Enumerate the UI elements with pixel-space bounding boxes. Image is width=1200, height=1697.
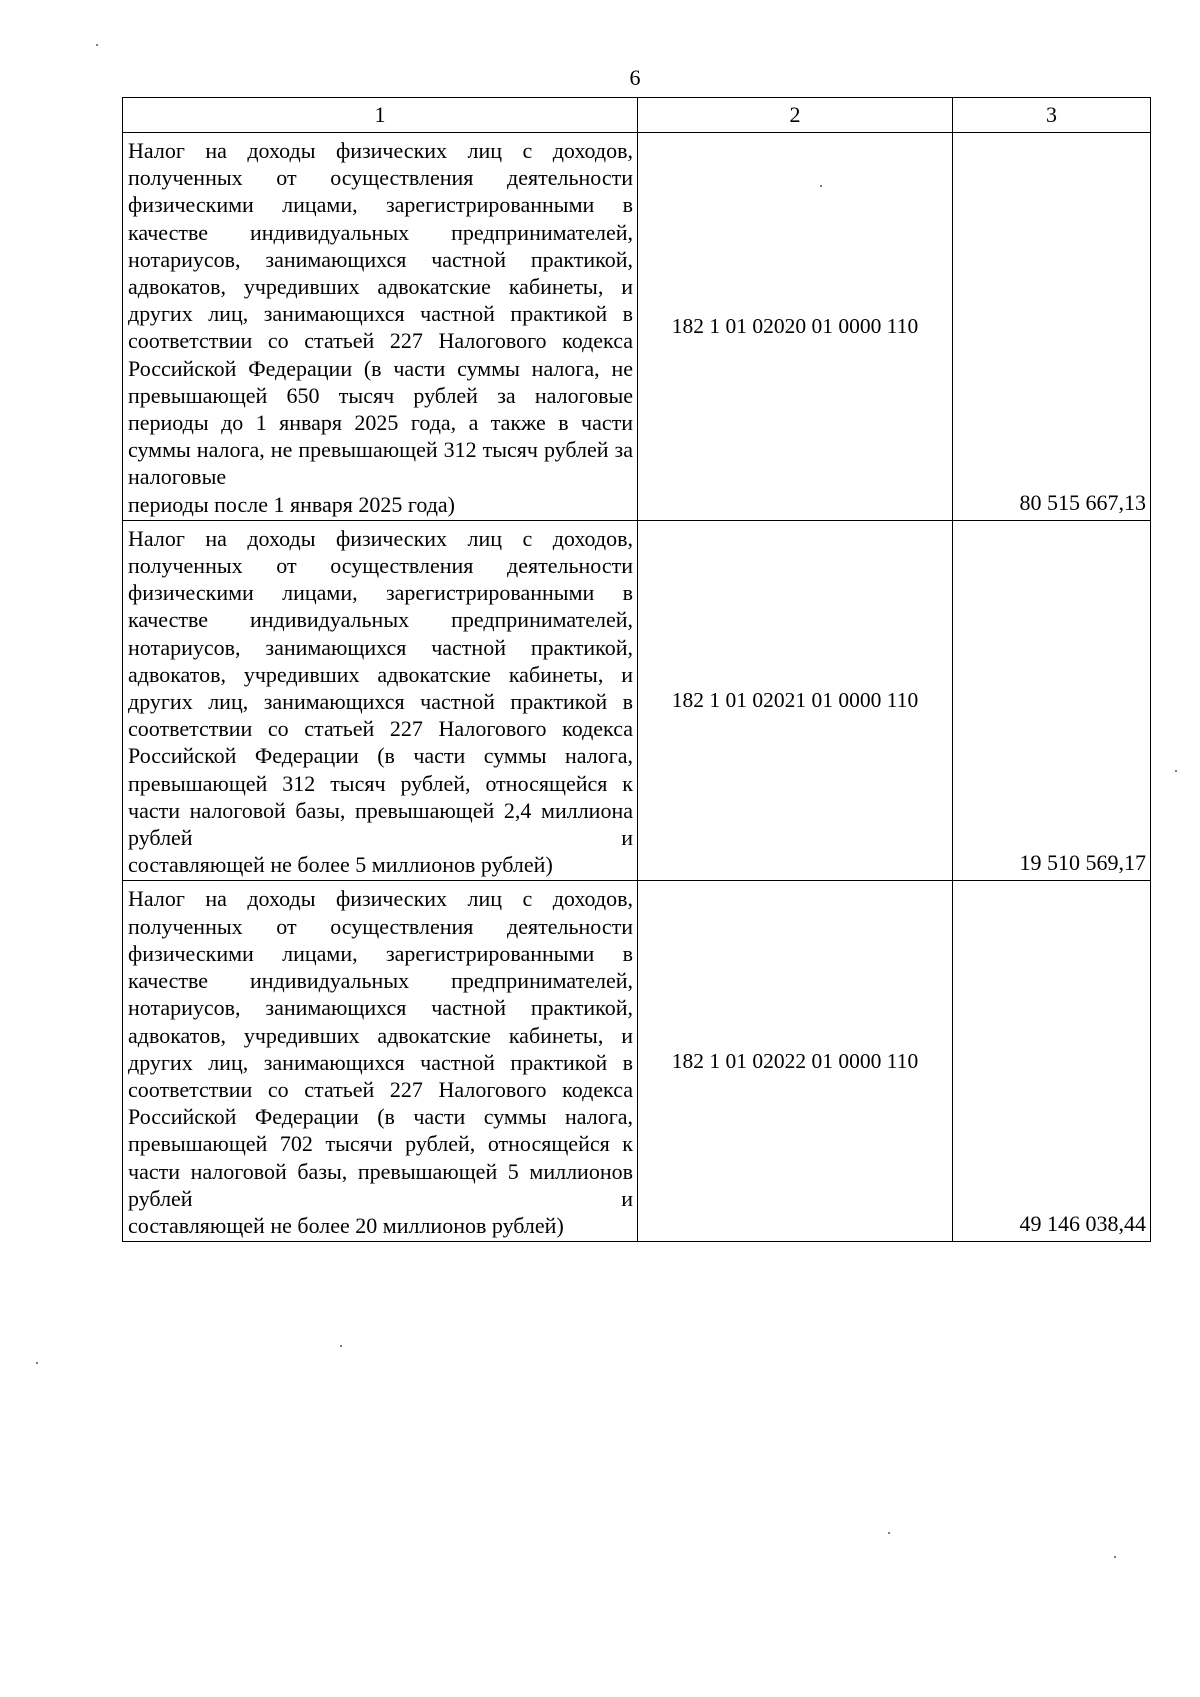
revenue-description-cell [123, 881, 638, 1242]
revenue-amount: 80 515 667,13 [953, 133, 1151, 521]
column-header-3: 3 [953, 98, 1151, 133]
scan-speck [820, 185, 822, 187]
scan-speck [96, 44, 98, 46]
scan-speck [888, 1532, 890, 1534]
revenue-description-cell [123, 520, 638, 881]
column-header-1: 1 [123, 98, 638, 133]
budget-revenue-table [122, 97, 1151, 1242]
scan-speck [36, 1362, 38, 1364]
revenue-amount: 19 510 569,17 [953, 520, 1151, 881]
budget-classification-code: 182 1 01 02020 01 0000 110 [638, 133, 953, 521]
column-header-2: 2 [638, 98, 953, 133]
scan-speck [1175, 770, 1177, 772]
revenue-description-end: составляющей не более 20 миллионов рублей) [128, 1212, 564, 1238]
table-row [123, 520, 1151, 881]
revenue-description-cell [123, 133, 638, 521]
revenue-description-end: периоды после 1 января 2025 года) [128, 491, 455, 517]
revenue-description-end: составляющей не более 5 миллионов рублей) [128, 852, 553, 878]
page-number: 6 [629, 65, 641, 90]
revenue-description: Налог на доходы физических лиц с доходов, полученных от осуществления деятельности физическими лицами, зарегистрированными в качестве индивидуальных предпринимателей, нотариусов, занимающихся частной практикой, адвокатов, учредивших адвокатские кабинеты, и других лиц, занимающихся частной практикой в соответствии со статьей 227 Налогового кодекса Российской Федерации (в части суммы налога, превышающей 312 тысяч рублей, относящейся к части налоговой базы, превышающей 2,4 миллиона рублей и [128, 525, 633, 851]
revenue-amount: 49 146 038,44 [953, 881, 1151, 1242]
table-row [123, 881, 1151, 1242]
budget-classification-code: 182 1 01 02022 01 0000 110 [638, 881, 953, 1242]
scan-speck [340, 1345, 342, 1347]
table-header-row [123, 98, 1151, 133]
revenue-description: Налог на доходы физических лиц с доходов, полученных от осуществления деятельности физическими лицами, зарегистрированными в качестве индивидуальных предпринимателей, нотариусов, занимающихся частной практикой, адвокатов, учредивших адвокатские кабинеты, и других лиц, занимающихся частной практикой в соответствии со статьей 227 Налогового кодекса Российской Федерации (в части суммы налога, превышающей 702 тысячи рублей, относящейся к части налоговой базы, превышающей 5 миллионов рублей и [128, 886, 633, 1211]
table-row [123, 133, 1151, 521]
revenue-description: Налог на доходы физических лиц с доходов, полученных от осуществления деятельности физическими лицами, зарегистрированными в качестве индивидуальных предпринимателей, нотариусов, занимающихся частной практикой, адвокатов, учредивших адвокатские кабинеты, и других лиц, занимающихся частной практикой в соответствии со статьей 227 Налогового кодекса Российской Федерации (в части суммы налога, не превышающей 650 тысяч рублей за налоговые периоды до 1 января 2025 года, а также в части суммы налога, не превышающей 312 тысяч рублей за налоговые [128, 138, 633, 490]
scan-speck [1114, 1556, 1116, 1558]
budget-classification-code: 182 1 01 02021 01 0000 110 [638, 520, 953, 881]
